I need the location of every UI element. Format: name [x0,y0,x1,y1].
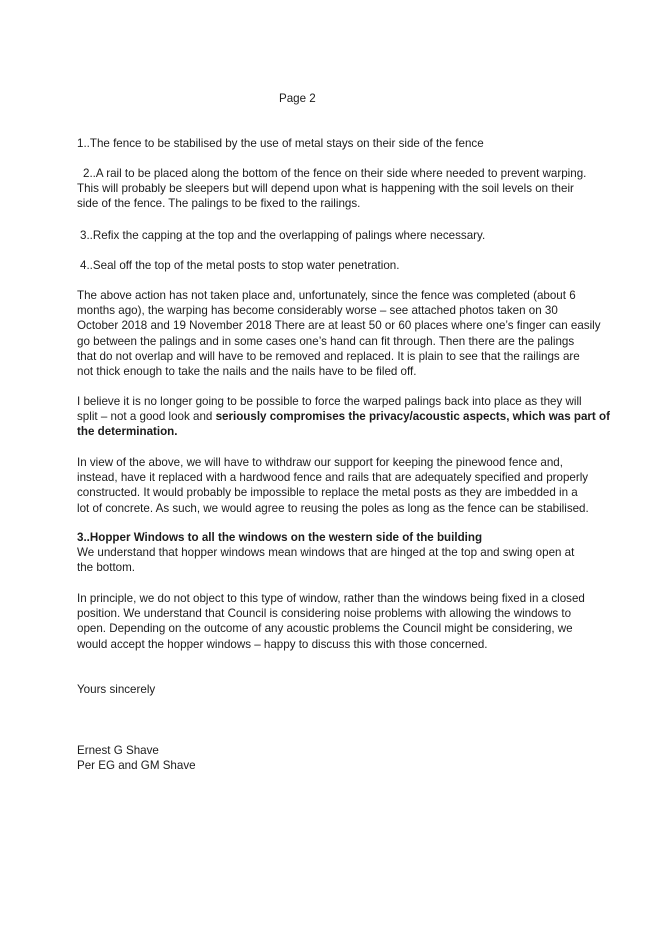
paragraph-line: The above action has not taken place and, unfortunately, since the fence was completed (about 6 [77,289,576,302]
page-number: Page 2 [279,92,316,105]
item-2-line: side of the fence. The palings to be fixed to the railings. [77,197,361,211]
paragraph-line: that do not overlap and will have to be removed and replaced. It is plain to see that the railings are [77,349,580,363]
paragraph-line: months ago), the warping has become considerably worse – see attached photos taken on 30 [77,304,558,318]
salutation-text: Yours sincerely [77,683,156,696]
paragraph-believe [77,394,610,440]
bold-text: seriously compromises the privacy/acoustic aspects, which was part of [215,410,610,424]
paragraph-principle [77,591,597,652]
signer-per: Per EG and GM Shave [77,759,196,773]
paragraph-line: position. We understand that Council is considering noise problems with allowing the windows to [77,607,572,621]
paragraph-line: the bottom. [77,561,136,575]
paragraph-line: open. Depending on the outcome of any acoustic problems the Council might be considering, we [77,622,573,636]
paragraph-action [77,288,601,379]
paragraph-line: I believe it is no longer going to be possible to force the warped palings back into place as they will [77,395,582,408]
paragraph-line: instead, have it replaced with a hardwood fence and rails that are adequately specified and properly [77,471,589,485]
paragraph-view [77,455,597,516]
section-hopper-windows [77,530,597,576]
paragraph-line [77,409,610,424]
item-1-text: 1..The fence to be stabilised by the use of metal stays on their side of the fence [77,137,484,150]
section-heading: 3..Hopper Windows to all the windows on the western side of the building [77,531,483,544]
paragraph-line: October 2018 and 19 November 2018 There are at least 50 or 60 places where one’s finger can easily [77,319,601,333]
plain-text: split – not a good look and [77,410,216,424]
paragraph-line: In principle, we do not object to this type of window, rather than the windows being fixed in a closed [77,592,585,605]
item-4-text: 4..Seal off the top of the metal posts to stop water penetration. [80,259,400,272]
paragraph-line: constructed. It would probably be impossible to replace the metal posts as they are imbedded in a [77,486,578,500]
paragraph-line: go between the palings and in some cases one’s hand can fit through. Then there are the palings [77,334,575,348]
salutation [77,682,597,697]
paragraph-line: We understand that hopper windows mean windows that are hinged at the top and swing open at [77,546,575,560]
paragraph-line: would accept the hopper windows – happy to discuss this with those concerned. [77,637,488,651]
item-3-text: 3..Refix the capping at the top and the overlapping of palings where necessary. [80,229,486,242]
item-3 [77,228,597,243]
item-1 [77,136,597,151]
item-2-line: This will probably be sleepers but will depend upon what is happening with the soil levels on their [77,182,574,196]
signer-name: Ernest G Shave [77,744,159,757]
paragraph-line: lot of concrete. As such, we would agree to reusing the poles as long as the fence can be stabilised. [77,501,589,515]
paragraph-line: not thick enough to take the nails and the nails have to be filed off. [77,365,417,379]
paragraph-line: In view of the above, we will have to withdraw our support for keeping the pinewood fence and, [77,456,563,469]
signature-block [77,743,597,773]
item-2 [77,166,597,212]
paragraph-line: the determination. [77,425,178,439]
item-4 [77,258,597,273]
item-2-line: 2..A rail to be placed along the bottom of the fence on their side where needed to prevent warping. [83,167,587,180]
